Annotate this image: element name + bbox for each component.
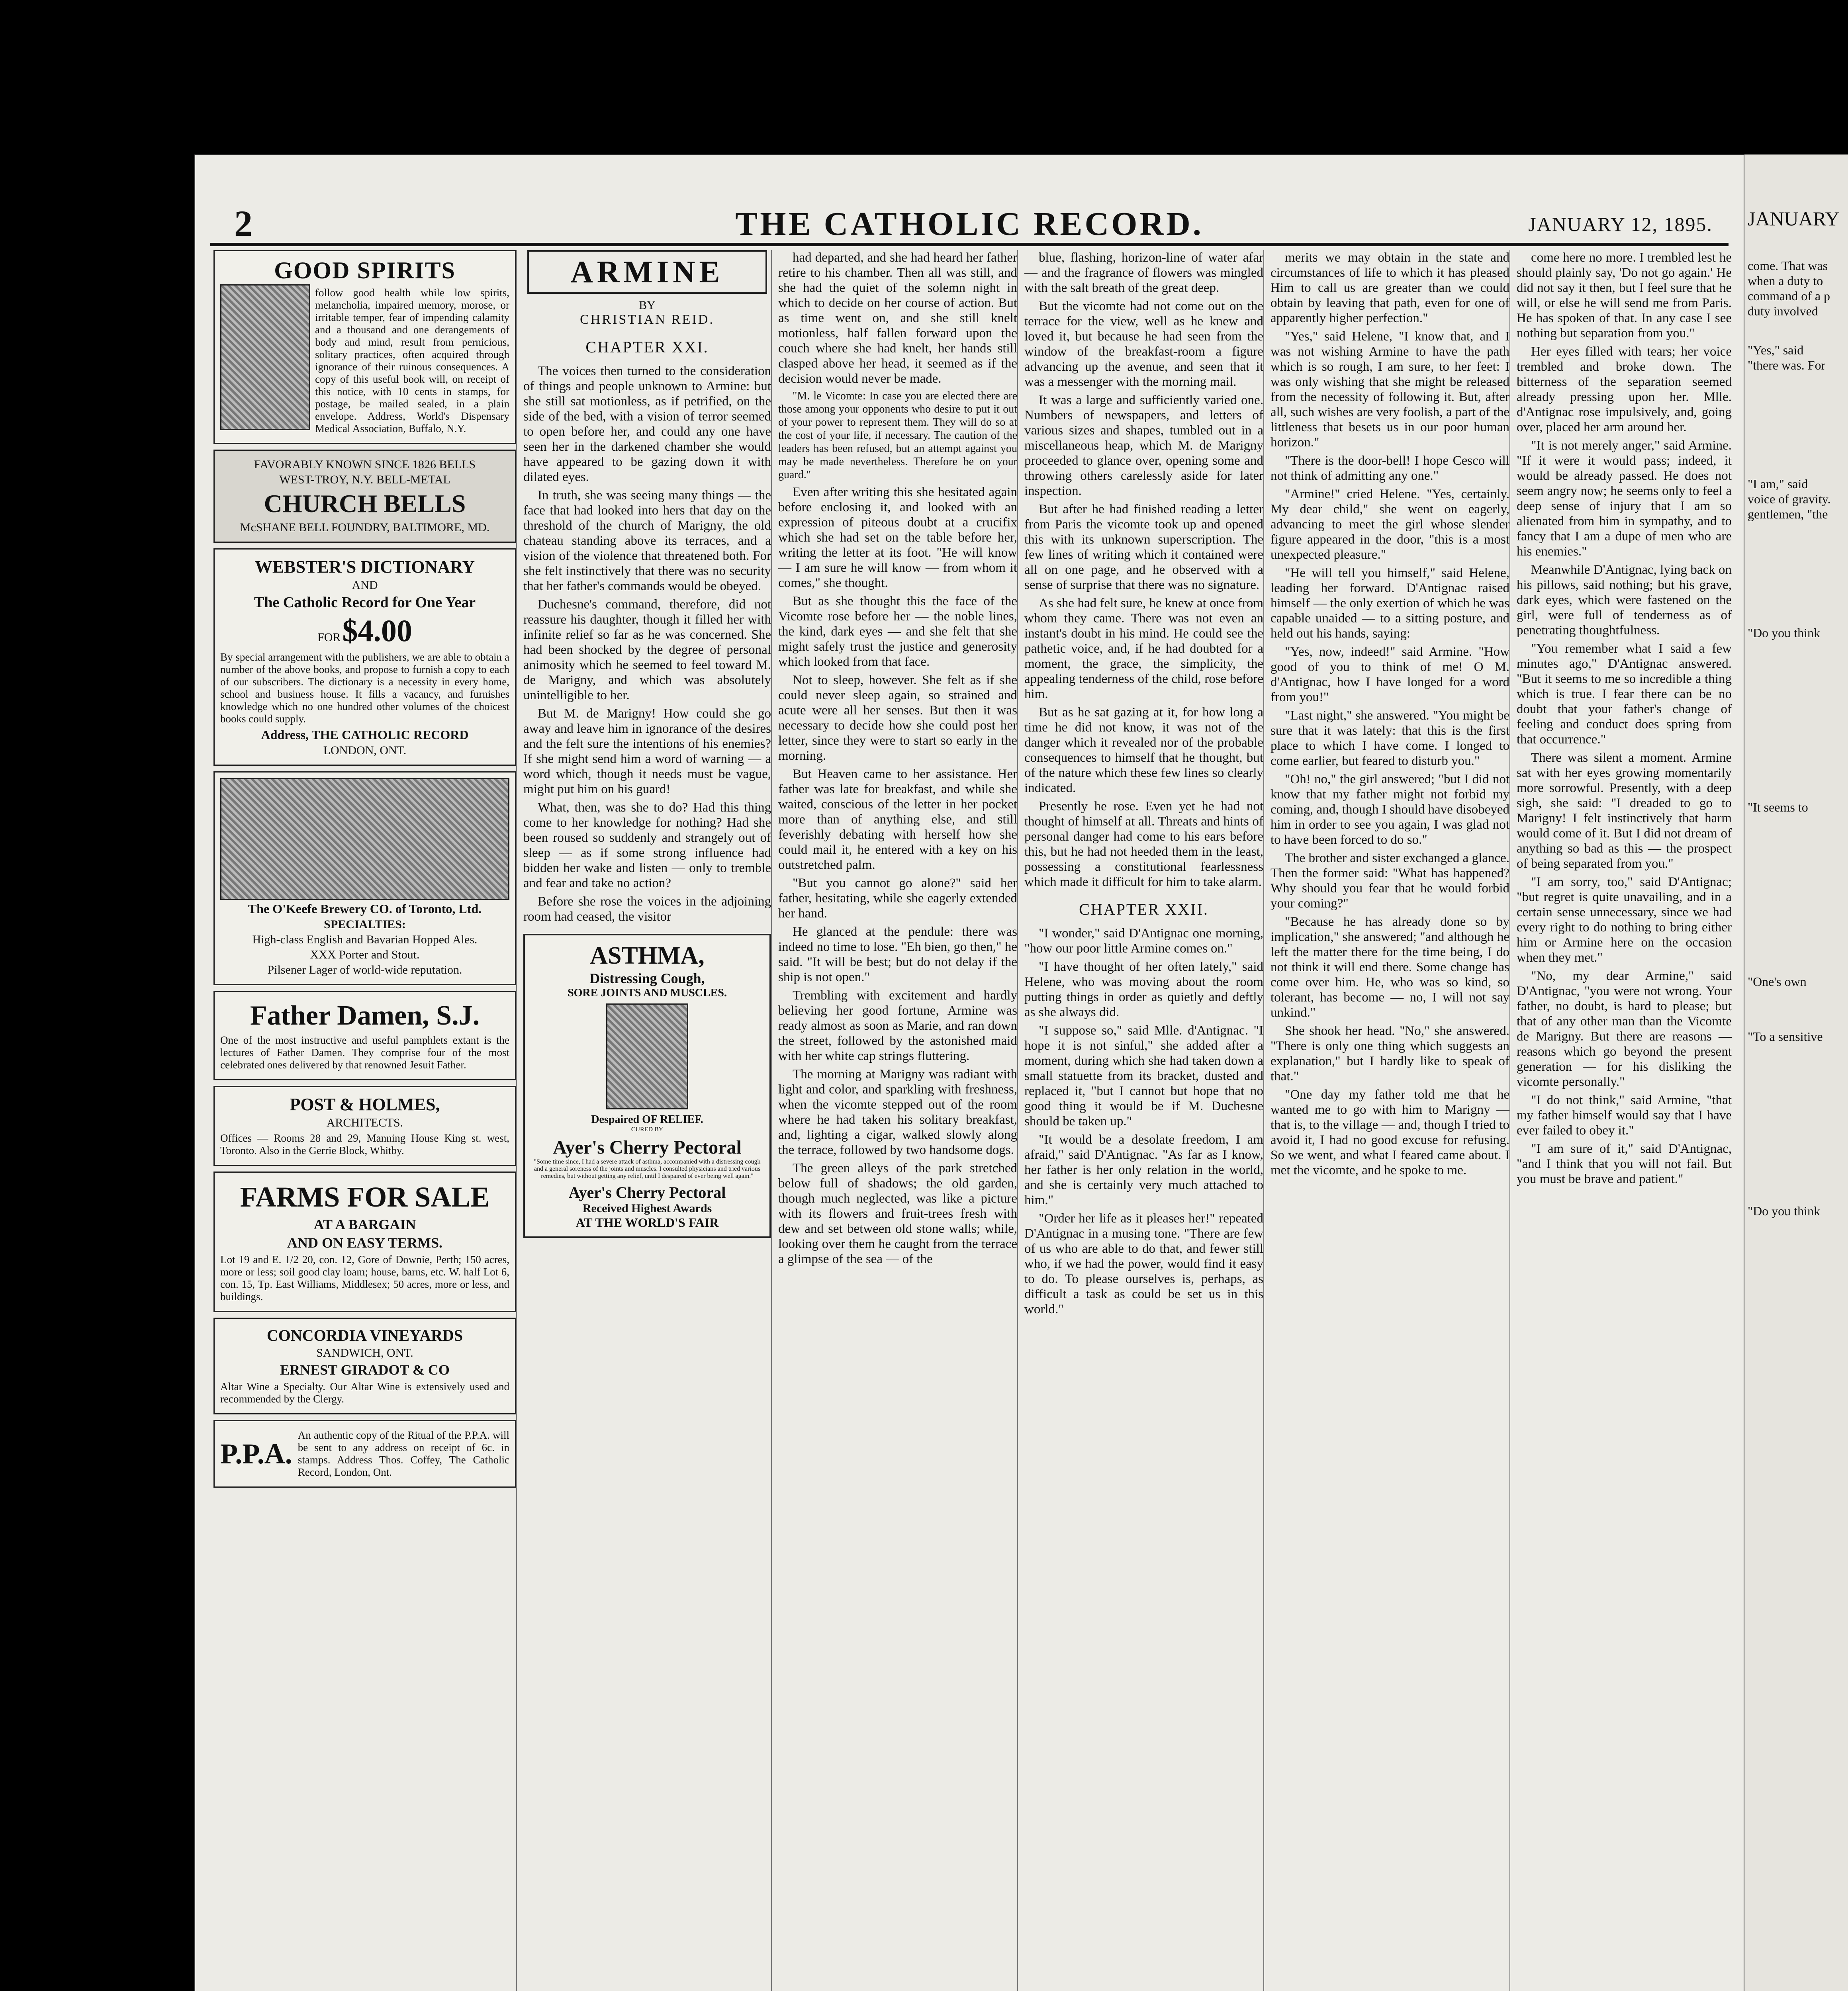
paragraph: merits we may obtain in the state and circumstances of life to which it has pleased Him to call us are greater than we could obtain by leaving that path, even for one of apparently higher perfection." — [1270, 250, 1509, 325]
ad-title: CONCORDIA VINEYARDS — [266, 1326, 463, 1344]
brewery-illustration — [220, 778, 509, 900]
ad-line: The Catholic Record for One Year — [254, 594, 476, 611]
ad-line: McSHANE BELL FOUNDRY, BALTIMORE, MD. — [240, 521, 490, 534]
text-line: "One's own — [1748, 974, 1807, 989]
ad-asthma — [523, 934, 771, 1238]
paragraph: "It would be a desolate freedom, I am afraid," said D'Antignac. "As far as I know, her father is her only relation in the world, and she is certainly very much attached to him." — [1024, 1132, 1263, 1207]
ad-title: CHURCH BELLS — [264, 489, 466, 518]
ad-line: Received Highest Awards — [582, 1202, 712, 1215]
next-page-text — [1748, 258, 1847, 1218]
ad-line: AT A BARGAIN — [313, 1217, 416, 1232]
paragraph: "Yes, now, indeed!" said Armine. "How good of you to think of me! O M. d'Antignac, how I have longed for a word from you!" — [1270, 645, 1509, 704]
paragraph: had departed, and she had heard her father retire to his chamber. Then all was still, and she had the quiet of the solemn night in which to decide on her course of action. But as time went on, and she still knelt motionless, half fallen forward upon the couch where she had knelt, her hands still clasped above her head, it seemed as if the decision would never be made. — [778, 250, 1017, 386]
paragraph: "One day my father told me that he wanted me to go with him to Marigny — that is, to the village — and, though I tried to avoid it, I had no good excuse for refusing. So we went, and what I feared came about. I met the vicomte, and he spoke to me. — [1270, 1087, 1509, 1177]
paragraph: What, then, was she to do? Had this thing come to her knowledge for nothing? Had she been roused so suddenly and strangely out of sleep — as if some strong influence had bidden her wake and listen — only to tremble and fear and take no action? — [523, 800, 771, 890]
ad-text: follow good health while low spirits, melancholia, impaired memory, morose, or irritable temper, fear of impending calamity and a thousand and one derangements of body and mind, result from pernicious, solitary practices, often acquired through ignorance of their ruinous consequences. A copy of this useful book will, on receipt of this notice, with 10 cents in stamps, for postage, be mailed sealed, in a plain envelope. Address, World's Dispensary Medical Association, Buffalo, N.Y. — [315, 287, 509, 434]
ad-line: Pilsener Lager of world-wide reputation. — [267, 963, 462, 976]
ad-line: WEST-TROY, N.Y. BELL-METAL — [279, 473, 450, 486]
ad-concordia — [213, 1318, 516, 1414]
ad-line: AT THE WORLD'S FAIR — [576, 1215, 719, 1230]
ad-price: $4.00 — [342, 613, 412, 648]
paragraph: "I have thought of her often lately," said Helene, who was moving about the room putting things in order as quietly and deftly as she always did. — [1024, 960, 1263, 1019]
paragraph: "I wonder," said D'Antignac one morning, "how our poor little Armine comes on." — [1024, 926, 1263, 956]
ad-post-holmes — [213, 1086, 516, 1166]
paragraph: It was a large and sufficiently varied one. Numbers of newspapers, and letters of various sizes and shapes, tumbled out in a miscellaneous heap, which M. de Marigny proceeded to glance over, opening some and throwing others carelessly aside for later inspection. — [1024, 393, 1263, 498]
ad-line: CURED BY — [631, 1126, 664, 1133]
ad-title: P.P.A. — [220, 1438, 292, 1470]
ad-text: Lot 19 and E. 1/2 20, con. 12, Gore of Downie, Perth; 150 acres, more or less; soil good clay loam; house, barns, etc. W. half Lot 6, con. 15, Tp. East Williams, Middlesex; 50 acres, more or less, and buildings. — [220, 1254, 509, 1303]
paragraph: Trembling with excitement and hardly believing her good fortune, Armine was ready almost as soon as Marie, and ran down the street, followed by the astonished maid with her white cap strings fluttering. — [778, 988, 1017, 1063]
ad-title: WEBSTER'S DICTIONARY — [254, 557, 475, 577]
ad-city: LONDON, ONT. — [323, 744, 407, 757]
story-by: BY — [639, 299, 656, 312]
paragraph: "I am sure of it," said D'Antignac, "and I think that you will not fail. But you must be brave and patient." — [1517, 1142, 1732, 1186]
paragraph: Duchesne's command, therefore, did not reassure his daughter, though it filled her with infinite relief so far as he was concerned. She had been shocked by the degree of personal animosity which he seemed to feel toward M. de Marigny, and which was absolutely unintelligible to her. — [523, 597, 771, 702]
page-number: 2 — [234, 203, 253, 244]
paragraph: He glanced at the pendule: there was indeed no time to lose. "Eh bien, go then," he said. "It will be best; but do not delay if the ship is not open." — [778, 925, 1017, 984]
ad-title: The O'Keefe Brewery CO. of Toronto, Ltd. — [248, 902, 482, 916]
ad-title: Father Damen, S.J. — [250, 1000, 480, 1031]
paragraph: But as he sat gazing at it, for how long a time he did not know, it was not of the danger which it revealed nor of the probable consequences to himself that he thought, but of the nature which these few lines so clearly indicated. — [1024, 705, 1263, 795]
ad-title: ASTHMA, — [590, 942, 705, 969]
ad-text: One of the most instructive and useful pamphlets extant is the lectures of Father Damen. They comprise four of the most celebrated ones delivered by that renowned Jesuit Father. — [220, 1034, 509, 1071]
paragraph: blue, flashing, horizon-line of water afar — and the fragrance of flowers was mingled with the salt breath of the great deep. — [1024, 250, 1263, 295]
paragraph: The brother and sister exchanged a glance. Then the former said: "What has happened? Why should you fear that he would forbid your coming?" — [1270, 851, 1509, 911]
text-line: gentlemen, "the — [1748, 507, 1828, 521]
paragraph: Not to sleep, however. She felt as if she could never sleep again, so strained and acute were all her senses. But then it was necessary to decide how she could post her letter, since they were to start so early in the morning. — [778, 673, 1017, 763]
paragraph: But after he had finished reading a letter from Paris the vicomte took up and opened this with its unknown superscription. The few lines of writing which it contained were all on one page, and he observed with a sense of surprise that there was no signature. — [1024, 502, 1263, 592]
paragraph: The morning at Marigny was radiant with light and color, and sparkling with freshness, when the vicomte stepped out of the room where he had taken his solitary breakfast, and, lighting a cigar, walked slowly along the terrace, followed by two handsome dogs. — [778, 1067, 1017, 1157]
text-line: come. That was — [1748, 258, 1828, 273]
paragraph: "Last night," she answered. "You might be sure that it was lately: that this is the first place to which I have come. I longed to come earlier, but feared to disturb you." — [1270, 708, 1509, 768]
ad-column — [213, 250, 517, 1991]
text-line: command of a p — [1748, 289, 1830, 303]
story-title: ARMINE — [527, 250, 767, 294]
paragraph: "There is the door-bell! I hope Cesco will not think of admitting any one." — [1270, 454, 1509, 483]
paragraph: In truth, she was seeing many things — the face that had looked into hers that day on the threshold of the church of Marigny, the old chateau standing above its terraces, and a vision of the violence that threatened both. For she felt instinctively that there was no security that her father's commands would be obeyed. — [523, 488, 771, 593]
text-line: "Do you think — [1748, 1204, 1820, 1218]
text-line: duty involved — [1748, 304, 1818, 318]
issue-date: JANUARY 12, 1895. — [1528, 213, 1713, 235]
paragraph: "But you cannot go alone?" said her father, hesitating, while she eagerly extended her hand. — [778, 876, 1017, 921]
text-line: "there was. For — [1748, 358, 1826, 372]
story-column-3 — [1024, 250, 1264, 1991]
paragraph: Meanwhile D'Antignac, lying back on his pillows, said nothing; but his grave, dark eyes, which were fastened on the girl, were full of tenderness as of penetrating thoughtfulness. — [1517, 563, 1732, 638]
ad-good-spirits — [213, 250, 516, 444]
ad-remedy: Ayer's Cherry Pectoral — [568, 1183, 726, 1201]
ad-text: Altar Wine a Specialty. Our Altar Wine is extensively used and recommended by the Clergy. — [220, 1381, 509, 1405]
paragraph: Her eyes filled with tears; her voice trembled and broke down. The bitterness of the separation seemed already pressing upon her. Mlle. d'Antignac rose impulsively, and, going over, placed her arm around her. — [1517, 344, 1732, 434]
paragraph: Presently he rose. Even yet he had not thought of himself at all. Threats and hints of personal danger had come to his ears before this, but he had not heeded them in the least, possessing a constitutional fearlessness which made it difficult for him to take alarm. — [1024, 799, 1263, 889]
ad-text: Offices — Rooms 28 and 29, Manning House King st. west, Toronto. Also in the Gerrie Block, Whitby. — [220, 1132, 509, 1156]
story-header — [523, 250, 771, 327]
ad-line: SANDWICH, ONT. — [316, 1346, 413, 1359]
paragraph: "I am sorry, too," said D'Antignac; "but regret is quite unavailing, and in a certain sense unnecessary, since we had every right to do nothing to bring either him or Armine here on the occasion when they met." — [1517, 875, 1732, 965]
paragraph: "It is not merely anger," said Armine. "If it were it would pass; indeed, it would be already passed. He does not seem angry now; he seems only to feel a deep sense of injury that I am so alienated from him in sympathy, and to fancy that I am a dupe of men who are his enemies." — [1517, 438, 1732, 559]
text-line: voice of gravity. — [1748, 492, 1831, 506]
ad-line: ARCHITECTS. — [326, 1116, 403, 1129]
paragraph: "I do not think," said Armine, "that my father himself would say that I have ever failed to obey it." — [1517, 1093, 1732, 1138]
next-page-edge — [1744, 155, 1848, 1991]
newspaper-title: THE CATHOLIC RECORD. — [735, 205, 1204, 243]
text-line: "It seems to — [1748, 800, 1808, 814]
story-column-4 — [1270, 250, 1510, 1991]
ad-address: Address, THE CATHOLIC RECORD — [261, 728, 469, 742]
paragraph: "Oh! no," the girl answered; "but I did not know that my father might not forbid my coming, and, though I should have disobeyed him in order to see you again, I was glad not to have been forced to do so." — [1270, 772, 1509, 847]
ad-ppa — [213, 1420, 516, 1488]
chapter-heading: CHAPTER XXII. — [1079, 900, 1209, 918]
text-line: "To a sensitive — [1748, 1029, 1823, 1044]
masthead — [210, 199, 1729, 246]
paragraph: Even after writing this she hesitated again before enclosing it, and looked with an expression of piteous doubt at a crucifix which she had set on the table before her, writing the letter at its foot. "He will know — I am sure he will know — from whom it comes," she thought. — [778, 485, 1017, 590]
ad-line: Despaired OF RELIEF. — [591, 1113, 703, 1126]
ad-line: ERNEST GIRADOT & CO — [280, 1362, 450, 1378]
ad-farms — [213, 1172, 516, 1312]
paragraph: As she had felt sure, he knew at once from whom they came. There was not even an instant's doubt in his mind. He could see the pathetic voice, and, if he had doubted for a moment, the grace, the simplicity, the appealing tenderness of the child, rose before him. — [1024, 596, 1263, 701]
text-line: "Do you think — [1748, 626, 1820, 640]
paragraph: come here no more. I trembled lest he should plainly say, 'Do not go again.' He did not say it then, but I feel sure that he will, or else he will send me from Paris. He has spoken of that. In any case I see nothing but separation from you." — [1517, 250, 1732, 340]
paragraph: "I suppose so," said Mlle. d'Antignac. "I hope it is not sinful," she added after a moment, during which she had taken down a small statuette from its bracket, dusted and replaced it, "but I cannot but hope that no good thing it would be if M. Duchesne should be taken up." — [1024, 1023, 1263, 1128]
paragraph: Before she rose the voices in the adjoining room had ceased, the visitor — [523, 894, 771, 924]
ad-text: "Some time since, I had a severe attack of asthma, accompanied with a distressing cough and a general soreness of the joints and muscles. I consulted physicians and tried various remedies, but without getting any relief, until I despaired of ever being well again." — [534, 1158, 761, 1179]
paragraph: There was silent a moment. Armine sat with her eyes growing momentarily more sorrowful. Presently, with a deep sigh, she said: "I dreaded to go to Marigny! I felt instinctively that harm would come of it. But I did not dream of anything so bad as this — the prospect of being separated from you." — [1517, 751, 1732, 871]
ad-father-damen — [213, 991, 516, 1080]
ad-websters — [213, 548, 516, 766]
ad-line: AND ON EASY TERMS. — [287, 1235, 443, 1251]
ad-line: SPECIALTIES: — [324, 918, 406, 931]
story-column-1 — [523, 250, 772, 1991]
ad-line: High-class English and Bavarian Hopped Ales. — [252, 933, 478, 946]
ad-text: By special arrangement with the publishers, we are able to obtain a number of the above books, and propose to furnish a copy to each of our subscribers. The dictionary is a necessity in every home, school and business house. It fills a vacancy, and furnishes knowledge which no one hundred other volumes of the choicest books could supply. — [220, 651, 509, 725]
paragraph: "Yes," said Helene, "I know that, and I was not wishing Armine to have the path which is so rough, I am sure, to her feet: I was only wishing that she might be released from the necessity of following it. But, after all, such wishes are very foolish, a part of the littleness that besets us in our poor human horizon." — [1270, 329, 1509, 450]
paragraph: The green alleys of the park stretched below full of shadows; the old garden, though much neglected, was like a picture with its flowers and fruit-trees fresh with dew and set between old stone walls; while, looking over them he caught from the terrace a glimpse of the sea — of the — [778, 1161, 1017, 1266]
story-column-2 — [778, 250, 1018, 1991]
cherub-illustration — [220, 284, 310, 430]
paragraph: "You remember what I said a few minutes ago," D'Antignac answered. "But it seems to me so incredible a thing which is true. I fear there can be no doubt that your father's change of feeling and conduct does spring from that occurrence." — [1517, 642, 1732, 747]
paragraph: "He will tell you himself," said Helene, leading her forward. D'Antignac raised himself — the only exertion of which he was capable unaided — to a sitting posture, and held out his hands, saying: — [1270, 566, 1509, 641]
paragraph: "Order her life as it pleases her!" repeated D'Antignac in a musing tone. "There are few of us who are able to do that, and fewer still who, if we had the power, would find it easy to do. To please ourselves is, perhaps, as difficult a task as could be set us in this world." — [1024, 1211, 1263, 1316]
text-line: "I am," said — [1748, 477, 1808, 491]
ad-line: FAVORABLY KNOWN SINCE 1826 BELLS — [254, 458, 476, 471]
paragraph: But as she thought this the face of the Vicomte rose before her — the noble lines, the kind, dark eyes — and she felt that she might safely trust the justice and generosity which looked from that face. — [778, 594, 1017, 669]
ad-title: GOOD SPIRITS — [274, 257, 456, 284]
paragraph: But Heaven came to her assistance. Her father was late for breakfast, and while she waited, conscious of the letter in her pocket more than of anything else, and still feverishly debating with herself how she could mail it, he entered with a key on his outstretched palm. — [778, 767, 1017, 872]
paragraph: She shook her head. "No," she answered. "There is only one thing which suggests an explanation," but I hardly like to speak of that." — [1270, 1024, 1509, 1084]
text-line: "Yes," said — [1748, 343, 1804, 357]
paragraph: But M. de Marigny! How could she go away and leave him in ignorance of the desires and the felt sure the intentions of his enemies? If she might send him a word of warning — a word which, though it needs must be vague, might put him on his guard! — [523, 706, 771, 796]
ad-line: XXX Porter and Stout. — [310, 948, 420, 961]
paragraph: "No, my dear Armine," said D'Antignac, "you were not wrong. Your father, no doubt, is hard to please; but that of any other man than the Vicomte de Marigny. But there are reasons — reasons which go beyond the present generation — for his disliking the vicomte personally." — [1517, 969, 1732, 1089]
story-column-5 — [1517, 250, 1732, 1991]
ad-bells — [213, 450, 516, 543]
paragraph: "Because he has already done so by implication," she answered; "and although he left the matter there for the time being, I do not think it will end there. Some change has come over him. He, who was so kind, so tolerant, has become — no, I will not say unkind." — [1270, 915, 1509, 1020]
letter-text: "M. le Vicomte: In case you are elected there are those among your opponents who desire to put it out of your power to represent them. They will do so at the cost of your life, if necessary. The caution of the leaders has been refused, but an attempt against you may be made nevertheless. Therefore be on your guard." — [778, 390, 1017, 481]
ad-text: An authentic copy of the Ritual of the P.P.A. will be sent to any address on receipt of 6c. in stamps. Address Thos. Coffey, The Catholic Record, London, Ont. — [298, 1429, 509, 1478]
text-line: when a duty to — [1748, 274, 1823, 288]
next-page-date: JANUARY — [1748, 207, 1840, 230]
ad-line: Distressing Cough, — [589, 970, 705, 986]
newspaper-page — [194, 155, 1744, 1991]
ad-okeefe-brewery — [213, 771, 516, 985]
chapter-heading: CHAPTER XXI. — [585, 338, 709, 356]
paragraph: "Armine!" cried Helene. "Yes, certainly. My dear child," she went on eagerly, advancing to meet the girl whose slender figure appeared in the door, "this is a most unexpected pleasure." — [1270, 487, 1509, 562]
paragraph: The voices then turned to the consideration of things and people unknown to Armine: but she still sat motionless, as if petrified, on the side of the bed, with a vision of terror seemed to open before her, and could any one have seen her in the darkened chamber she would have appeared to be gazing down it with dilated eyes. — [523, 364, 771, 484]
man-illustration — [606, 1003, 688, 1109]
paragraph: But the vicomte had not come out on the terrace for the view, well as he knew and loved it, but because he had seen from the window of the breakfast-room a figure advancing up the avenue, and seen that it was a messenger with the morning mail. — [1024, 299, 1263, 389]
ad-title: FARMS FOR SALE — [240, 1181, 490, 1213]
story-author: CHRISTIAN REID. — [580, 312, 715, 327]
ad-title: POST & HOLMES, — [290, 1095, 440, 1114]
ad-line: FOR — [317, 631, 341, 644]
ad-line: SORE JOINTS AND MUSCLES. — [568, 987, 727, 999]
ad-line: AND — [352, 579, 378, 592]
ad-remedy: Ayer's Cherry Pectoral — [553, 1137, 742, 1158]
